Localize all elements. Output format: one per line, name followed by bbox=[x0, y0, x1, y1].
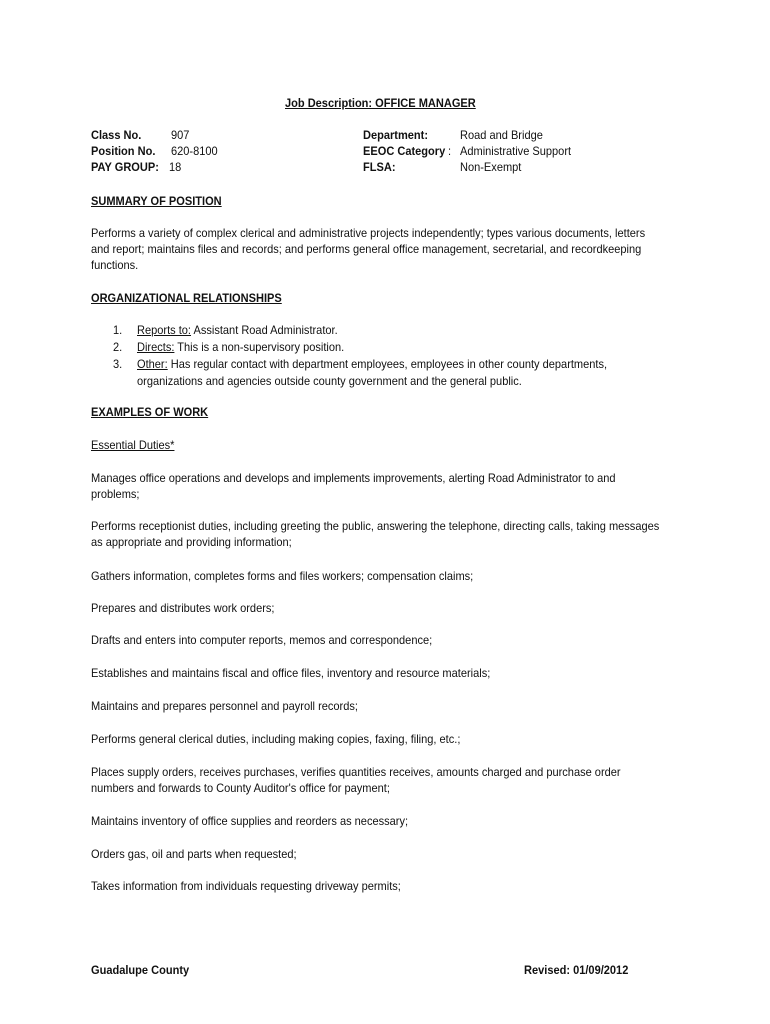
duty-item bbox=[91, 731, 493, 747]
duty-line: as appropriate and providing information; bbox=[91, 535, 292, 549]
flsa-label: FLSA: bbox=[363, 160, 396, 174]
examples-heading: EXAMPLES OF WORK bbox=[91, 405, 209, 419]
pay-group-label: PAY GROUP: bbox=[91, 160, 159, 174]
org-item-directs bbox=[137, 339, 344, 355]
duty-item bbox=[91, 600, 290, 616]
duty-item bbox=[91, 698, 381, 714]
pay-group-value: 18 bbox=[169, 160, 182, 174]
reports-to-text: Assistant Road Administrator. bbox=[191, 323, 338, 337]
class-no-label: Class No. bbox=[91, 128, 142, 142]
org-heading: ORGANIZATIONAL RELATIONSHIPS bbox=[91, 291, 282, 305]
org-item-number: 2. bbox=[113, 340, 123, 354]
department-label: Department: bbox=[363, 128, 429, 142]
duty-line: Establishes and maintains fiscal and office files, inventory and resource materials; bbox=[91, 666, 491, 680]
directs-label: Directs: bbox=[137, 340, 175, 354]
duty-line: Places supply orders, receives purchases, verifies quantities receives, amounts charged and purchase order bbox=[91, 765, 621, 779]
org-item-other bbox=[137, 356, 607, 372]
duty-line: Maintains inventory of office supplies and reorders as necessary; bbox=[91, 814, 409, 828]
org-item-number: 3. bbox=[113, 357, 123, 371]
duty-line: Drafts and enters into computer reports, memos and correspondence; bbox=[91, 633, 433, 647]
footer-county: Guadalupe County bbox=[91, 963, 190, 977]
summary-paragraph bbox=[91, 225, 693, 273]
summary-heading: SUMMARY OF POSITION bbox=[91, 194, 222, 208]
duty-line: Manages office operations and develops and implements improvements, alerting Road Administrator to and bbox=[91, 471, 616, 485]
duty-line: Gathers information, completes forms and files workers; compensation claims; bbox=[91, 569, 474, 583]
duty-line: Orders gas, oil and parts when requested; bbox=[91, 847, 297, 861]
duty-line: problems; bbox=[91, 487, 140, 501]
position-no-label: Position No. bbox=[91, 144, 156, 158]
essential-duties-subheading: Essential Duties* bbox=[91, 438, 175, 452]
duty-item bbox=[91, 568, 507, 584]
eeoc-category-label: EEOC Category bbox=[363, 144, 446, 158]
footer-revised-date: Revised: 01/09/2012 bbox=[524, 963, 629, 977]
page-title: Job Description: OFFICE MANAGER bbox=[285, 96, 476, 110]
flsa-value: Non-Exempt bbox=[460, 160, 522, 174]
duty-line: Prepares and distributes work orders; bbox=[91, 601, 275, 615]
class-no-value: 907 bbox=[171, 128, 190, 142]
department-value: Road and Bridge bbox=[460, 128, 543, 142]
other-label: Other: bbox=[137, 357, 168, 371]
duty-item bbox=[91, 518, 709, 550]
summary-line: Performs a variety of complex clerical and administrative projects independently; types various documents, letters bbox=[91, 226, 646, 240]
other-text: Has regular contact with department employees, employees in other county departments, bbox=[167, 357, 608, 371]
duty-line: Performs general clerical duties, including making copies, faxing, filing, etc.; bbox=[91, 732, 461, 746]
eeoc-colon: : bbox=[448, 144, 452, 158]
summary-line: functions. bbox=[91, 258, 139, 272]
duty-line: Takes information from individuals requesting driveway permits; bbox=[91, 879, 401, 893]
eeoc-category-value: Administrative Support bbox=[460, 144, 572, 158]
reports-to-label: Reports to: bbox=[137, 323, 192, 337]
summary-line: and report; maintains files and records; and performs general office management, secretarial, and recordkeeping bbox=[91, 242, 642, 256]
duty-line: Performs receptionist duties, including greeting the public, answering the telephone, directing calls, taking messages bbox=[91, 519, 660, 533]
duty-item bbox=[91, 813, 436, 829]
duty-item bbox=[91, 665, 525, 681]
org-item-other-continued: organizations and agencies outside county government and the general public. bbox=[137, 374, 522, 388]
duty-item bbox=[91, 846, 314, 862]
duty-item bbox=[91, 470, 661, 502]
duty-line: numbers and forwards to County Auditor's office for payment; bbox=[91, 781, 390, 795]
duty-line: Maintains and prepares personnel and payroll records; bbox=[91, 699, 358, 713]
position-no-value: 620-8100 bbox=[171, 144, 218, 158]
duty-item bbox=[91, 764, 667, 796]
org-item-number: 1. bbox=[113, 323, 123, 337]
directs-text: This is a non-supervisory position. bbox=[174, 340, 345, 354]
duty-item bbox=[91, 632, 462, 648]
duty-item bbox=[91, 878, 428, 894]
org-item-reports-to bbox=[137, 322, 338, 338]
